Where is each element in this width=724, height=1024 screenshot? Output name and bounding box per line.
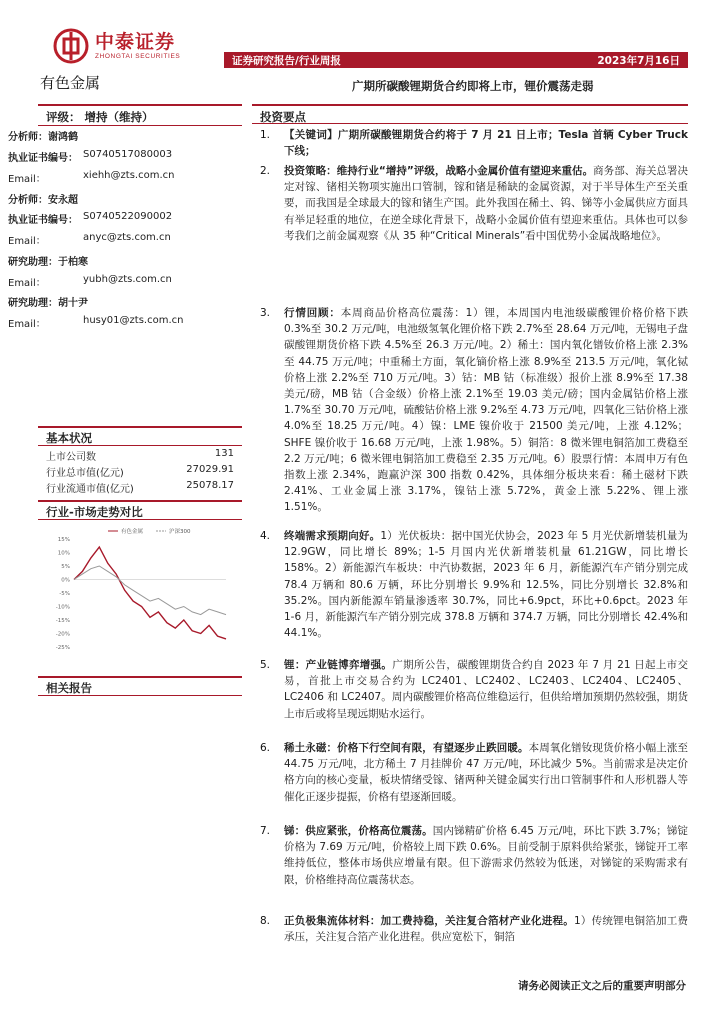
y-tick-label: -15% — [55, 618, 70, 624]
series-line-nonferrous — [74, 547, 226, 639]
point-8: 8. 正负极集流体材料：加工费持稳，关注复合箔材产业化进程。1）传统锂电铜箔加工费承压，关注复合箔产业化进程。供应宽松下，铜箔 — [260, 915, 688, 944]
assistant-email-2: Email： husy01@zts.com.cn — [8, 315, 184, 330]
brand-name-cn: 中泰证券 — [95, 31, 176, 53]
legend-label: 沪深300 — [169, 529, 191, 535]
point-1: 1. 【关键词】广期所碳酸锂期货合约将于 7 月 21 日上市；Tesla 首辆 Cyber Truck 下线； — [260, 129, 688, 158]
industry-name: 有色金属 — [40, 74, 101, 92]
brand-logo — [53, 28, 180, 64]
y-tick-label: -10% — [55, 604, 70, 611]
series-line-hs300 — [74, 566, 226, 615]
analyst-cert-2: 执业证书编号： S0740522090002 — [8, 211, 173, 226]
stat-row-float-cap: 行业流通市值(亿元) 25078.17 — [46, 480, 234, 495]
report-type: 证券研究报告/行业周报 — [232, 55, 341, 67]
basic-status-head: 基本状况 — [38, 426, 242, 446]
y-tick-label: 15% — [57, 537, 70, 543]
legend-label: 有色金属 — [121, 529, 144, 535]
y-tick-label: 5% — [61, 564, 70, 570]
stat-row-total-cap: 行业总市值(亿元) 27029.91 — [46, 464, 234, 479]
point-5: 5. 锂：产业链博弈增强。广期所公告，碳酸锂期货合约自 2023 年 7 月 21 日起上市交易，首批上市交易合约为 LC2401、LC2402、LC2403、LC2404、LC2405、LC2406 和 LC2407。周内碳酸锂价格高位维稳运行，但供给增加预期仍然较强，期货上市后或将呈现远期贴水运行。 — [260, 659, 689, 720]
assistant-name-2: 研究助理：胡十尹 — [8, 298, 88, 309]
assistant-email-1: Email： yubh@zts.com.cn — [8, 274, 172, 289]
analyst-name-2: 分析师：安永超 — [8, 195, 78, 206]
trend-chart-svg — [46, 525, 234, 655]
y-tick-label: -25% — [55, 645, 70, 651]
point-7: 7. 锑：供应紧张，价格高位震荡。国内锑精矿价格 6.45 万元/吨，环比下跌 3.7%；锑锭价格为 7.69 万元/吨，价格较上周下跌 0.6%。目前受制于原料供给紧张，锑锭开工率维持低位，整体市场供应增量有限。但下游需求仍然较为低迷，对锑锭的采购需求有限，价格维持高位震荡状态。 — [260, 825, 689, 886]
related-reports-head: 相关报告 — [38, 676, 242, 696]
point-4: 4. 终端需求预期向好。1）光伏板块：据中国光伏协会，2023 年 5 月光伏新增装机量为 12.9GW，同比增长 89%；1-5 月国内光伏新增装机量 61.21GW，同比增长 158%。2）新能源汽车板块：中汽协数据，2023 年 6 月，新能源汽车产销分别完成 78.4 万辆和 80.6 万辆，环比分别增长 9.9%和 12.5%，同比分别增长 32.8%和 35.2%。国内新能源车销量渗透率 30.7%，同比+6.9pct，环比+0.6pct。2023 年 1-6 月，新能源汽车产销分别完成 378.8 万辆和 374.7 万辆，同比分别增长 42.4%和 44.1%。 — [260, 530, 688, 640]
analyst-email-1: Email： xiehh@zts.com.cn — [8, 170, 175, 185]
y-tick-label: -5% — [59, 591, 70, 597]
rating-label: 评级： — [46, 110, 81, 124]
logo-mark-icon — [53, 28, 89, 64]
analyst-name-1: 分析师：谢鸿鹤 — [8, 132, 78, 143]
y-tick-label: -20% — [55, 631, 70, 638]
y-tick-label: 0% — [61, 577, 70, 584]
sidebar — [38, 104, 242, 126]
analyst-email-2: Email： anyc@zts.com.cn — [8, 232, 171, 247]
trend-chart — [46, 525, 234, 655]
point-3: 3. 行情回顾：本周商品价格高位震荡：1）锂，本周国内电池级碳酸锂价格价格下跌 0.3%至 30.2 万元/吨，电池级氢氧化锂价格下跌 2.7%至 28.64 万元/吨，无锡电子盘碳酸锂期货价格下跌 4.5%至 26.3 万元/吨。2）稀土：国内氧化镨钕价格上涨 2.3%至 44.75 万元/吨；中重稀土方面，氧化镝价格上涨 8.9%至 213.5 万元/吨，氧化铽价格上涨 2.2%至 710 万元/吨。3）钴：MB 钴（标准级）报价上涨 8.9%至 17.38 美元/磅，MB 钴（合金级）价格上涨 2.1%至 19.03 美元/磅；国内金属钴价格上涨 1.7%至 30.70 万元/吨，硫酸钴价格上涨 9.2%至 4.73 万元/吨，四氧化三钴价格上涨 4.0%至 18.25 万元/吨。4）镍：LME 镍价收于 21500 美元/吨，上涨 4.12%；SHFE 镍价收于 16.68 万元/吨，上涨 1.98%。5）铜箔：8 微米锂电铜箔加工费稳至 2.2 万元/吨；6 微米锂电铜箔加工费稳至 2.35 万元/吨。6）股票行情：本周申万有色指数上涨 2.34%，跑赢沪深 300 指数 0.42%，具体细分板块来看：稀土磁材下跌 2.41%、工业金属上涨 3.17%，镍钴上涨 5.72%，黄金上涨 5.22%、锂上涨 1.51%。 — [260, 307, 688, 514]
point-6: 6. 稀土永磁：价格下行空间有限，有望逐步止跌回暖。本周氧化镨钕现货价格小幅上涨至 44.75 万元/吨，北方稀土 7 月挂牌价 47 万元/吨，环比减少 5%。当前需求是决定价格方向的核心变量，板块情绪受镓、锗两种关键金属实行出口管制事件和人形机器人等催化正逐步提振，价格有望逐渐回暖。 — [260, 742, 689, 803]
point-2: 2. 投资策略：维持行业“增持”评级，战略小金属价值有望迎来重估。商务部、海关总署决定对镓、锗相关物项实施出口管制，镓和锗是稀缺的金属资源，对于半导体生产至关重要，而我国是全球最大的镓和锗生产国。此外我国在稀土、钨、锑等小金属供应方面具有举足轻重的地位，在逆全球化背景下，战略小金属价值有望迎来重估。具体也可以参考我们之前金属观察《从 35 种“Critical Minerals”看中国优势小金属战略地位》。 — [260, 165, 688, 242]
y-tick-label: 10% — [57, 550, 70, 557]
report-header-bar — [224, 52, 688, 68]
footer-disclaimer: 请务必阅读正文之后的重要声明部分 — [518, 980, 686, 992]
rating-value: 增持（维持） — [84, 110, 154, 124]
assistant-name-1: 研究助理：于柏寒 — [8, 257, 88, 268]
report-date: 2023年7月16日 — [597, 55, 680, 67]
stat-row-companies: 上市公司数 131 — [46, 448, 234, 463]
report-title: 广期所碳酸锂期货合约即将上市，锂价震荡走弱 — [352, 79, 594, 93]
rating-box — [38, 104, 242, 126]
main-head: 投资要点 — [252, 104, 688, 124]
trend-head: 行业-市场走势对比 — [38, 500, 242, 520]
brand-name-en: ZHONGTAI SECURITIES — [95, 53, 181, 60]
analyst-cert-1: 执业证书编号： S0740517080003 — [8, 149, 173, 164]
